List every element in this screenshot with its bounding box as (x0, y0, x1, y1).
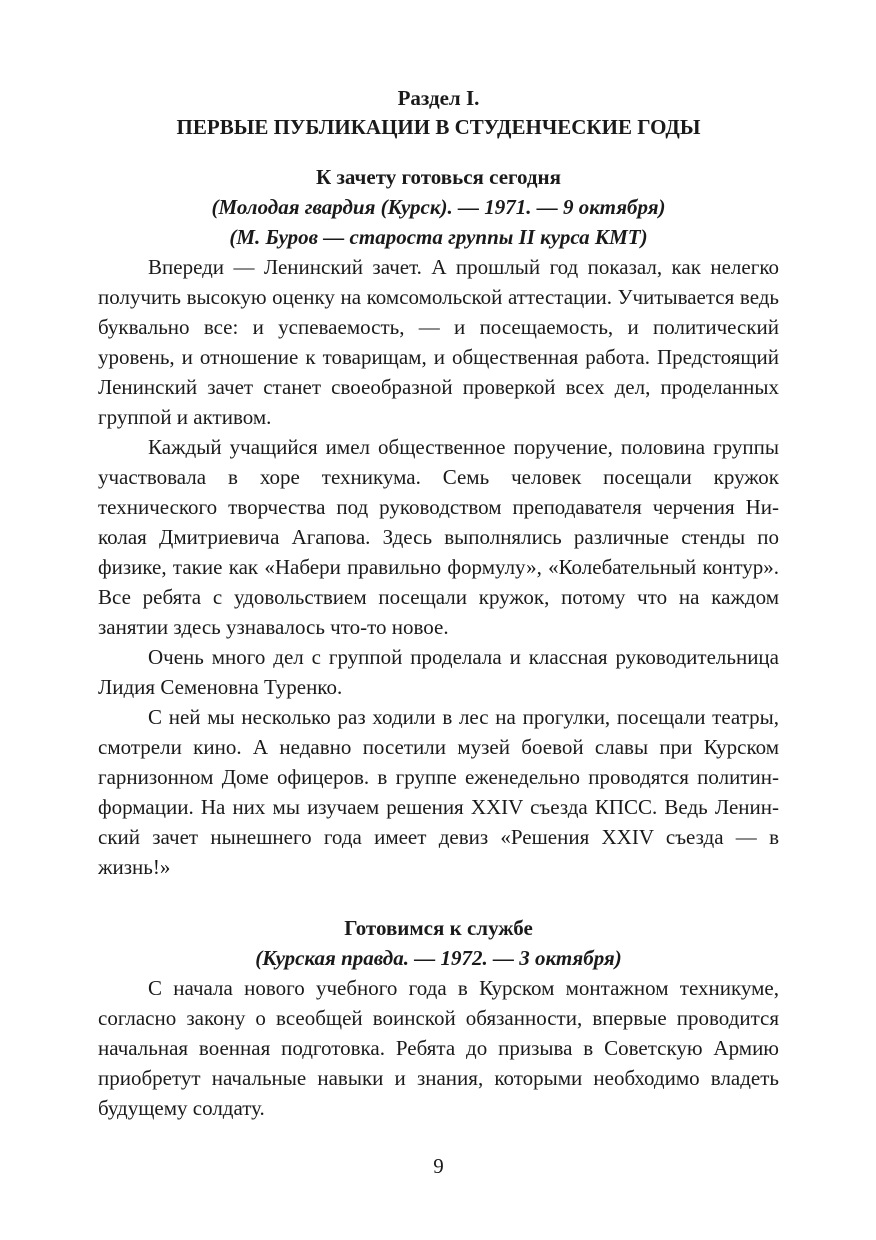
article-service (98, 913, 779, 1123)
article-exam (98, 162, 779, 882)
article-paragraph: Впереди — Ленинский зачет. А прошлый год показал, как нелегко получить высокую оценку на комсомольской аттестации. Учитывается ведь буквально все: и успеваемость, — и посещаемость, и политический уровень, и отношение к товарищам, и общественная работа. Предстоящий Ленинский зачет станет своеобразной проверкой всех дел, проделанных группой и активом. (98, 255, 779, 429)
section-title: ПЕРВЫЕ ПУБЛИКАЦИИ В СТУДЕНЧЕСКИЕ ГОДЫ (176, 115, 701, 139)
page-number: 9 (433, 1154, 444, 1178)
article-source: (Курская правда. — 1972. — 3 октября) (255, 946, 622, 970)
section-label: Раздел I. (397, 86, 480, 110)
article-paragraph: С начала нового учебного года в Курском монтажном техникуме, согласно закону о всеобщей воинской обязанности, впервые проводится начальная военная подготовка. Ребята до призыва в Советскую Армию приобретут начальные навыки и знания, которыми необходимо владеть будущему солдату. (98, 976, 779, 1120)
article-author: (М. Буров — староста группы II курса КМТ) (229, 225, 648, 249)
book-page (98, 0, 779, 1240)
article-paragraph: Каждый учащийся имел общественное поручение, половина группы участвовала в хоре техникума. Семь человек посещали кружок технического творчества под руководством преподавателя черчения Николая Дмитриевича Агапова. Здесь выполнялись различные стенды по физике, такие как «Набери правильно формулу», «Колебательный контур». Все ребята с удовольствием посещали кружок, потому что на каждом занятии здесь узнавалось что-то новое. (98, 435, 779, 639)
article-headline: К зачету готовься сегодня (315, 165, 562, 189)
article-paragraph: С ней мы несколько раз ходили в лес на прогулки, посещали театры, смотрели кино. А недавно посетили музей боевой славы при Курском гарнизонном Доме офицеров. в группе еженедельно проводятся политинформации. На них мы изучаем решения XXIV съезда КПСС. Ведь Ленинский зачет нынешнего года имеет девиз «Решения XXIV съезда — в жизнь!» (98, 705, 779, 879)
article-source: (Молодая гвардия (Курск). — 1971. — 9 октября) (211, 195, 666, 219)
article-headline: Готовимся к службе (344, 916, 533, 940)
article-paragraph: Очень много дел с группой проделала и классная руководительница Лидия Семеновна Туренко. (98, 645, 779, 699)
